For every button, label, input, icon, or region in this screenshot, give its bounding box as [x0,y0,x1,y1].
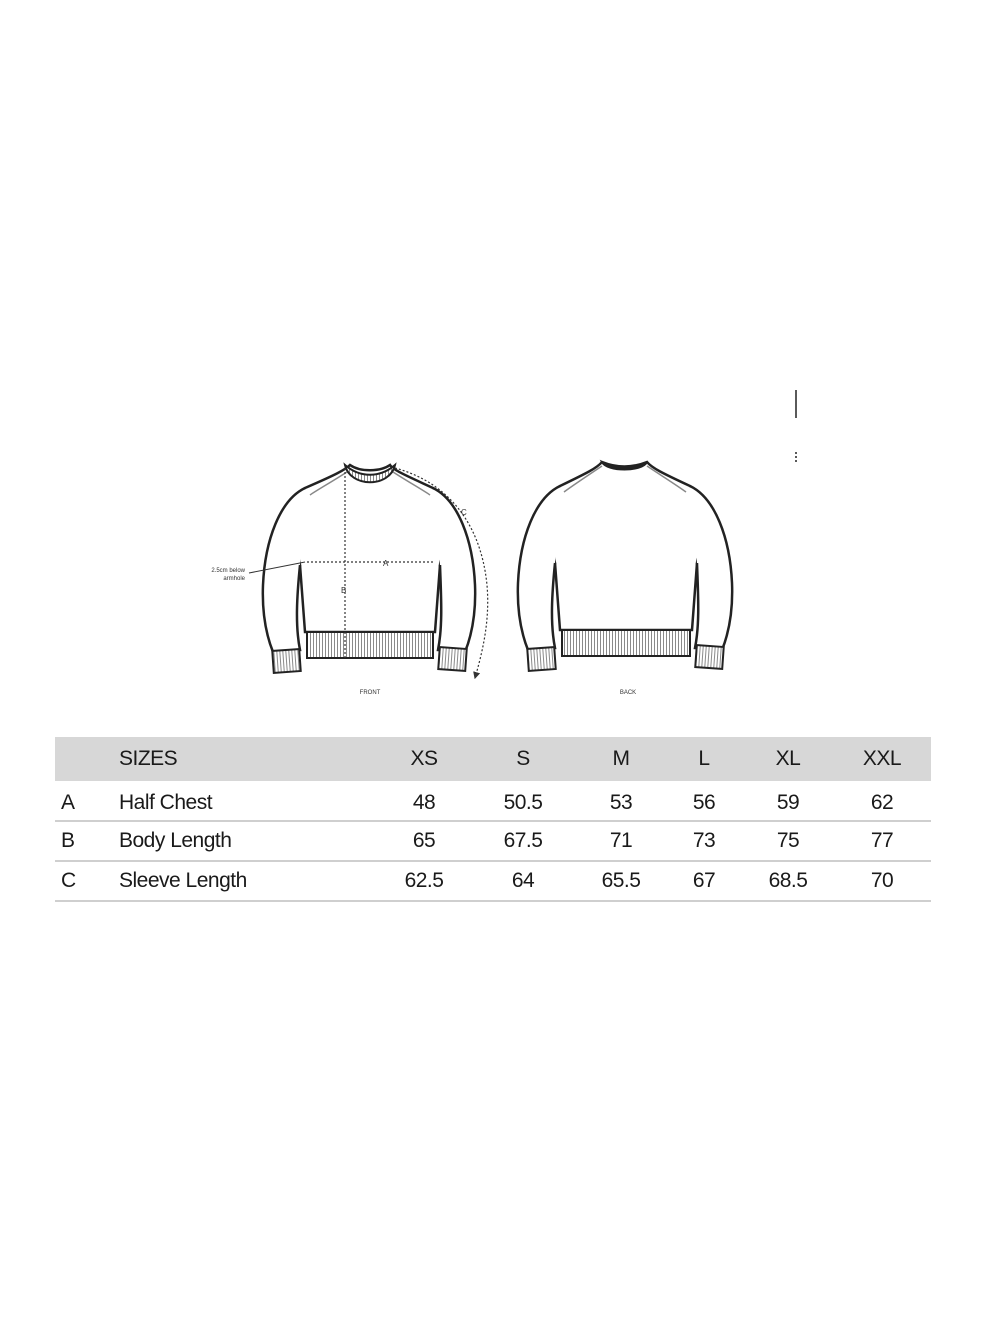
table-cell: 65.5 [601,869,641,892]
header-size: M [612,747,630,770]
annotation-line-2: armhole [223,576,245,582]
back-caption: BACK [619,690,637,696]
table-cell: 62 [870,790,894,814]
sweatshirt-illustration [195,370,815,705]
table-cell: 56 [692,790,716,814]
sweatshirt-diagram [195,370,815,705]
measure-a-label: A [383,559,389,568]
row-label: Half Chest [119,790,213,814]
table-cell: 75 [776,829,800,852]
table-row [55,861,931,901]
table-row [55,781,931,821]
table-cell: 59 [776,790,800,814]
table-cell: 64 [511,869,535,892]
table-cell: 48 [412,790,436,814]
header-size: XXL [862,747,902,770]
header-size: XL [775,747,801,770]
header-size: L [698,747,710,770]
table-cell: 67.5 [503,829,543,852]
table-cell: 77 [870,829,894,852]
row-letter: B [61,829,75,852]
size-chart-table [55,737,931,902]
header-size: XS [410,747,438,770]
table-row [55,821,931,861]
header-sizes-label: SIZES [119,747,178,770]
table-header-row [55,737,931,781]
header-size: S [516,747,530,770]
table-cell: 71 [609,829,633,852]
measure-b-label: B [341,586,347,595]
back-view [518,462,732,696]
annotation-line-1: 2.5cm below [211,568,245,574]
row-label: Body Length [119,829,232,852]
front-caption: FRONT [359,690,381,696]
row-label: Sleeve Length [119,869,247,892]
front-view [211,465,487,696]
table-cell: 73 [692,829,716,852]
table-cell: 70 [870,869,894,892]
table-cell: 68.5 [768,869,808,892]
table-cell: 50.5 [503,790,543,814]
table-cell: 67 [692,869,716,892]
header-blank [55,737,119,781]
table-cell: 65 [412,829,436,852]
row-letter: A [61,790,75,814]
row-letter: C [61,869,76,892]
table-cell: 53 [609,790,633,814]
measure-c-label: C [461,508,467,517]
table-cell: 62.5 [404,869,444,892]
